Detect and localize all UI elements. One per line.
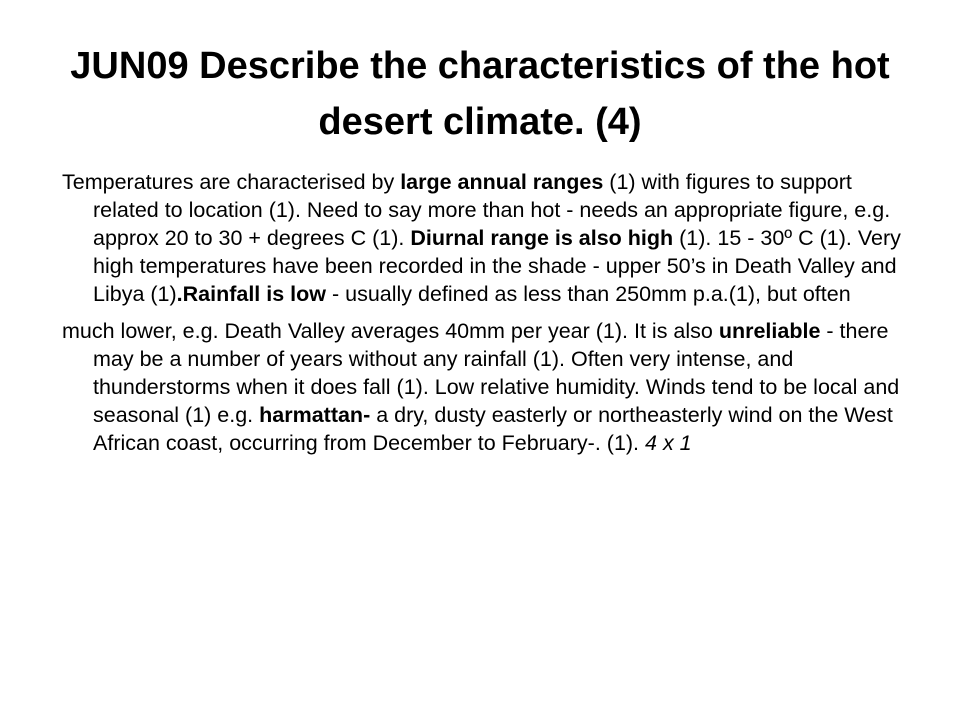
paragraph-temperature — [62, 168, 914, 308]
text-run: - usually defined as less than 250mm p.a.(1), but often — [326, 282, 851, 306]
bold-text-run: unreliable — [718, 319, 821, 343]
slide-title: JUN09 Describe the characteristics of the hot desert climate. (4) — [70, 45, 890, 143]
bold-text-run: Diurnal range is also high — [410, 226, 674, 250]
text-run: (1) with figures to support related to location (1). Need to say more than hot - needs an appropriate figure, e.g. approx 20 to 30 + degrees C (1). — [93, 170, 891, 250]
text-run: (1). 15 - 30º C (1). Very high temperatures have been recorded in the shade - upper 50’s in Death Valley and Libya (1) — [93, 226, 901, 306]
italic-text-run: 4 x 1 — [645, 431, 692, 455]
text-run: much lower, e.g. Death Valley averages 40mm per year (1). It is also — [62, 319, 719, 343]
bold-text-run: .Rainfall is low — [176, 282, 326, 306]
paragraph-rainfall-winds — [62, 317, 914, 457]
text-run: Temperatures are characterised by — [62, 170, 401, 194]
slide-body — [62, 168, 914, 466]
text-run: a dry, dusty easterly or northeasterly wind on the West African coast, occurring from December to February-. (1). — [93, 403, 893, 455]
text-run: - there may be a number of years without any rainfall (1). Often very intense, and thunderstorms when it does fall (1). Low relative humidity. Winds tend to be local and seasonal (1) e.g. — [93, 319, 900, 427]
bold-text-run: harmattan- — [259, 403, 371, 427]
bold-text-run: large annual ranges — [400, 170, 604, 194]
